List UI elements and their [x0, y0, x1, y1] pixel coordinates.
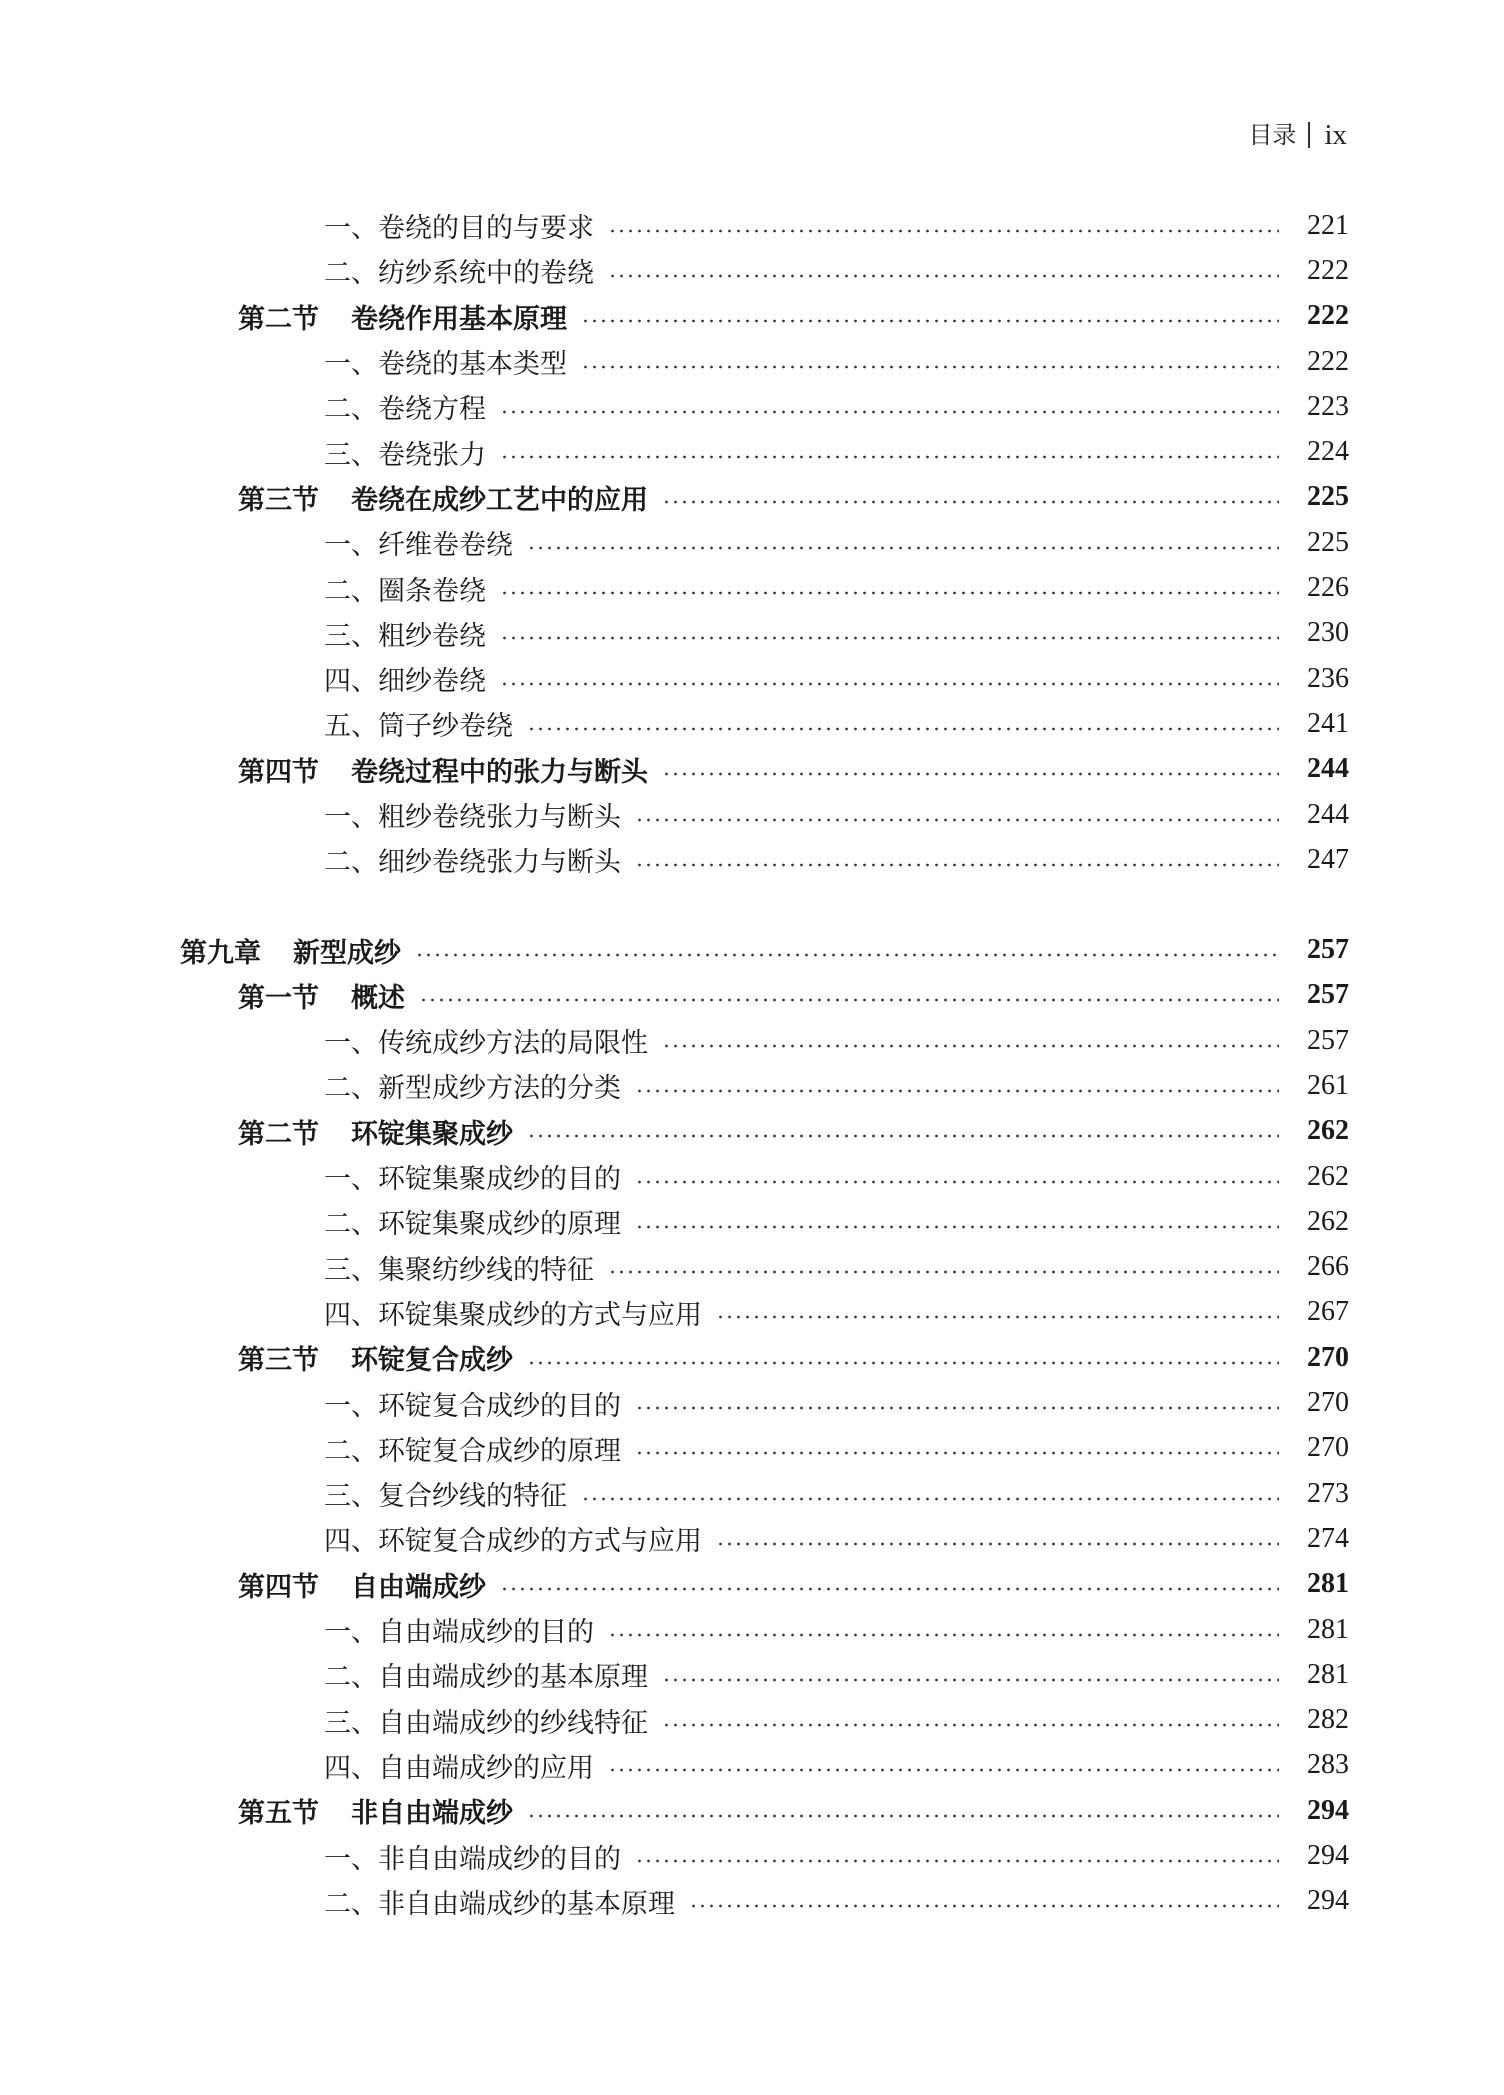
- toc-entry-page-number: 281: [1307, 1658, 1349, 1690]
- toc-entry-label: 第九章: [180, 937, 261, 969]
- dot-leader: [500, 1587, 1279, 1591]
- toc-entry-text: 一、卷绕的目的与要求: [324, 213, 594, 245]
- toc-entry-page-number: 282: [1307, 1704, 1349, 1736]
- toc-subsection-entry[interactable]: [324, 792, 1349, 837]
- toc-subsection-entry[interactable]: [324, 656, 1349, 701]
- dot-leader: [415, 953, 1279, 957]
- toc-entry-title: [324, 251, 608, 290]
- toc-entry-label: 第二节: [238, 303, 319, 335]
- toc-entry-title: [324, 1655, 662, 1694]
- toc-entry-page-number: 247: [1307, 843, 1349, 875]
- toc-entry-page-number: 222: [1307, 345, 1349, 377]
- chapter-spacer: [0, 882, 1504, 927]
- dot-leader: [527, 1361, 1279, 1365]
- toc-subsection-entry[interactable]: [324, 1833, 1349, 1878]
- toc-entry-page-number: 221: [1307, 209, 1349, 241]
- toc-subsection-entry[interactable]: [324, 1426, 1349, 1471]
- dot-leader: [662, 1044, 1279, 1048]
- toc-entry-page-number: 257: [1307, 979, 1349, 1011]
- dot-leader: [716, 1315, 1279, 1319]
- dot-leader: [527, 546, 1279, 550]
- toc-entry-label: 第三节: [238, 484, 319, 516]
- dot-leader: [500, 410, 1279, 414]
- toc-section-entry[interactable]: [238, 1562, 1349, 1607]
- toc-entry-page-number: 223: [1307, 390, 1349, 422]
- dot-leader: [635, 863, 1279, 867]
- toc-subsection-entry[interactable]: [324, 339, 1349, 384]
- toc-entry-page-number: 294: [1307, 1885, 1349, 1917]
- dot-leader: [635, 1451, 1279, 1455]
- toc-entry-page-number: 262: [1307, 1115, 1349, 1147]
- dot-leader: [635, 1225, 1279, 1229]
- toc-chapter-entry[interactable]: [180, 927, 1349, 972]
- toc-entry-page-number: 236: [1307, 662, 1349, 694]
- dot-leader: [662, 772, 1279, 776]
- dot-leader: [527, 1134, 1279, 1138]
- toc-entry-label: 第四节: [238, 756, 319, 788]
- toc-entry-title: [324, 1384, 635, 1423]
- toc-entry-text: 环锭集聚成纱: [351, 1118, 513, 1150]
- toc-entry-page-number: 274: [1307, 1522, 1349, 1554]
- toc-entry-text: 二、纺纱系统中的卷绕: [324, 258, 594, 290]
- toc-entry-text: 二、环锭复合成纱的原理: [324, 1435, 621, 1467]
- toc-entry-title: [324, 1474, 581, 1513]
- dot-leader: [500, 682, 1279, 686]
- toc-subsection-entry[interactable]: [324, 701, 1349, 746]
- toc-section-entry[interactable]: [238, 973, 1349, 1018]
- toc-subsection-entry[interactable]: [324, 1380, 1349, 1425]
- toc-entry-text: 环锭复合成纱: [351, 1345, 513, 1377]
- dot-leader: [608, 1768, 1279, 1772]
- toc-entry-page-number: 222: [1307, 300, 1349, 332]
- toc-entry-title: [324, 1066, 635, 1105]
- toc-entry-page-number: 225: [1307, 526, 1349, 558]
- toc-entry-page-number: 225: [1307, 481, 1349, 513]
- toc-entry-page-number: 266: [1307, 1251, 1349, 1283]
- toc-section-entry[interactable]: [238, 1109, 1349, 1154]
- toc-subsection-entry[interactable]: [324, 1199, 1349, 1244]
- toc-entry-title: [324, 569, 500, 608]
- toc-entry-text: 二、卷绕方程: [324, 394, 486, 426]
- toc-entry-text: 三、集聚纺纱线的特征: [324, 1254, 594, 1286]
- toc-entry-text: 自由端成纱: [351, 1571, 486, 1603]
- dot-leader: [716, 1542, 1279, 1546]
- toc-entry-text: 新型成纱: [293, 937, 401, 969]
- toc-entry-title: [238, 1338, 527, 1377]
- dot-leader: [500, 636, 1279, 640]
- dot-leader: [608, 1633, 1279, 1637]
- toc-entry-title: [324, 795, 635, 834]
- toc-entry-title: [238, 1791, 527, 1830]
- toc-subsection-entry[interactable]: [324, 1879, 1349, 1924]
- toc-entry-page-number: 262: [1307, 1160, 1349, 1192]
- dot-leader: [500, 591, 1279, 595]
- header-divider: [1308, 122, 1310, 148]
- toc-entry-title: [238, 750, 662, 789]
- toc-entry-page-number: 222: [1307, 254, 1349, 286]
- table-of-contents: [0, 203, 1504, 1924]
- header-section-title: 目录: [1248, 121, 1297, 149]
- toc-entry-label: 第五节: [238, 1798, 319, 1830]
- toc-entry-page-number: 281: [1307, 1613, 1349, 1645]
- toc-section-entry[interactable]: [238, 747, 1349, 792]
- toc-subsection-entry[interactable]: [324, 203, 1349, 248]
- toc-entry-text: 二、自由端成纱的基本原理: [324, 1662, 648, 1694]
- toc-subsection-entry[interactable]: [324, 1516, 1349, 1561]
- toc-subsection-entry[interactable]: [324, 611, 1349, 656]
- toc-entry-text: 一、纤维卷卷绕: [324, 530, 513, 562]
- toc-entry-text: 二、圈条卷绕: [324, 575, 486, 607]
- toc-subsection-entry[interactable]: [324, 1154, 1349, 1199]
- toc-entry-page-number: 270: [1307, 1432, 1349, 1464]
- toc-entry-title: [324, 1021, 662, 1060]
- toc-entry-text: 一、粗纱卷绕张力与断头: [324, 802, 621, 833]
- toc-entry-text: 二、细纱卷绕张力与断头: [324, 847, 621, 879]
- toc-entry-title: [238, 478, 662, 517]
- toc-entry-text: 一、卷绕的基本类型: [324, 349, 567, 381]
- dot-leader: [635, 1406, 1279, 1410]
- toc-entry-page-number: 294: [1307, 1840, 1349, 1872]
- toc-entry-title: [324, 523, 527, 562]
- toc-entry-title: [238, 297, 581, 336]
- toc-section-entry[interactable]: [238, 294, 1349, 339]
- toc-entry-page-number: 241: [1307, 707, 1349, 739]
- toc-subsection-entry[interactable]: [324, 1290, 1349, 1335]
- toc-entry-title: [238, 1112, 527, 1151]
- dot-leader: [635, 1859, 1279, 1863]
- toc-entry-text: 一、自由端成纱的目的: [324, 1617, 594, 1649]
- toc-entry-title: [180, 931, 415, 970]
- dot-leader: [581, 1497, 1279, 1501]
- toc-entry-label: 第二节: [238, 1118, 319, 1150]
- toc-entry-title: [324, 840, 635, 879]
- toc-subsection-entry[interactable]: [324, 520, 1349, 565]
- toc-section-entry[interactable]: [238, 1335, 1349, 1380]
- toc-entry-title: [324, 1202, 635, 1241]
- toc-entry-title: [324, 1701, 662, 1740]
- toc-entry-text: 五、筒子纱卷绕: [324, 711, 513, 743]
- dot-leader: [419, 998, 1279, 1002]
- toc-entry-text: 卷绕作用基本原理: [351, 303, 567, 335]
- toc-entry-page-number: 224: [1307, 436, 1349, 468]
- toc-entry-text: 概述: [351, 982, 405, 1014]
- toc-entry-text: 二、新型成纱方法的分类: [324, 1073, 621, 1105]
- toc-entry-title: [324, 1157, 635, 1196]
- toc-entry-page-number: 262: [1307, 1205, 1349, 1237]
- toc-entry-text: 四、自由端成纱的应用: [324, 1752, 594, 1784]
- toc-subsection-entry[interactable]: [324, 429, 1349, 474]
- toc-entry-title: [324, 1293, 716, 1332]
- toc-entry-title: [238, 1565, 500, 1604]
- dot-leader: [608, 1270, 1279, 1274]
- dot-leader: [608, 274, 1279, 278]
- toc-entry-text: 二、非自由端成纱的基本原理: [324, 1888, 675, 1920]
- toc-entry-title: [324, 433, 500, 472]
- dot-leader: [689, 1904, 1279, 1908]
- toc-subsection-entry[interactable]: [324, 248, 1349, 293]
- toc-entry-page-number: 281: [1307, 1568, 1349, 1600]
- toc-subsection-entry[interactable]: [324, 1018, 1349, 1063]
- toc-entry-title: [324, 1882, 689, 1921]
- toc-section-entry[interactable]: [238, 1788, 1349, 1833]
- toc-entry-text: 一、环锭集聚成纱的目的: [324, 1164, 621, 1196]
- dot-leader: [581, 319, 1279, 323]
- toc-entry-text: 一、环锭复合成纱的目的: [324, 1390, 621, 1422]
- running-header: [1248, 118, 1347, 152]
- toc-entry-text: 四、环锭复合成纱的方式与应用: [324, 1526, 702, 1558]
- toc-entry-page-number: 226: [1307, 572, 1349, 604]
- dot-leader: [500, 455, 1279, 459]
- dot-leader: [527, 727, 1279, 731]
- toc-entry-text: 三、自由端成纱的纱线特征: [324, 1707, 648, 1739]
- toc-entry-text: 一、非自由端成纱的目的: [324, 1843, 621, 1875]
- toc-entry-title: [324, 1837, 635, 1876]
- toc-section-entry[interactable]: [238, 475, 1349, 520]
- toc-subsection-entry[interactable]: [324, 1607, 1349, 1652]
- toc-entry-title: [324, 387, 500, 426]
- toc-entry-page-number: 270: [1307, 1341, 1349, 1373]
- toc-subsection-entry[interactable]: [324, 1652, 1349, 1697]
- toc-entry-page-number: 230: [1307, 617, 1349, 649]
- toc-entry-title: [238, 976, 419, 1015]
- toc-entry-text: 四、环锭集聚成纱的方式与应用: [324, 1299, 702, 1331]
- dot-leader: [635, 1089, 1279, 1093]
- toc-subsection-entry[interactable]: [324, 1471, 1349, 1516]
- toc-subsection-entry[interactable]: [324, 565, 1349, 610]
- toc-entry-text: 三、粗纱卷绕: [324, 620, 486, 652]
- toc-entry-title: [324, 206, 608, 245]
- toc-entry-text: 三、卷绕张力: [324, 439, 486, 471]
- toc-subsection-entry[interactable]: [324, 1063, 1349, 1108]
- toc-entry-page-number: 294: [1307, 1794, 1349, 1826]
- dot-leader: [527, 1814, 1279, 1818]
- toc-entry-text: 一、传统成纱方法的局限性: [324, 1028, 648, 1060]
- toc-subsection-entry[interactable]: [324, 384, 1349, 429]
- toc-subsection-entry[interactable]: [324, 837, 1349, 882]
- dot-leader: [581, 365, 1279, 369]
- toc-entry-page-number: 283: [1307, 1749, 1349, 1781]
- toc-entry-text: 卷绕在成纱工艺中的应用: [351, 484, 648, 516]
- toc-entry-title: [324, 659, 500, 698]
- toc-entry-title: [324, 342, 581, 381]
- toc-entry-page-number: 270: [1307, 1387, 1349, 1419]
- toc-entry-title: [324, 1519, 716, 1558]
- toc-entry-page-number: 267: [1307, 1296, 1349, 1328]
- toc-entry-title: [324, 704, 527, 743]
- toc-entry-page-number: 244: [1307, 798, 1349, 830]
- toc-entry-page-number: 261: [1307, 1069, 1349, 1101]
- dot-leader: [662, 1723, 1279, 1727]
- toc-entry-page-number: 273: [1307, 1477, 1349, 1509]
- toc-entry-text: 二、环锭集聚成纱的原理: [324, 1209, 621, 1241]
- toc-entry-title: [324, 1746, 608, 1785]
- toc-entry-label: 第四节: [238, 1571, 319, 1603]
- toc-entry-text: 三、复合纱线的特征: [324, 1481, 567, 1513]
- toc-subsection-entry[interactable]: [324, 1698, 1349, 1743]
- toc-entry-text: 四、细纱卷绕: [324, 666, 486, 698]
- toc-entry-label: 第一节: [238, 982, 319, 1014]
- toc-entry-title: [324, 1610, 608, 1649]
- dot-leader: [608, 229, 1279, 233]
- toc-entry-page-number: 244: [1307, 753, 1349, 785]
- toc-subsection-entry[interactable]: [324, 1245, 1349, 1290]
- toc-entry-page-number: 257: [1307, 1024, 1349, 1056]
- toc-entry-label: 第三节: [238, 1345, 319, 1377]
- toc-entry-title: [324, 614, 500, 653]
- header-page-number: ix: [1324, 119, 1347, 151]
- dot-leader: [635, 1180, 1279, 1184]
- dot-leader: [662, 1678, 1279, 1682]
- toc-entry-text: 非自由端成纱: [351, 1798, 513, 1830]
- toc-entry-text: 卷绕过程中的张力与断头: [351, 756, 648, 788]
- dot-leader: [635, 818, 1279, 822]
- toc-entry-title: [324, 1248, 608, 1287]
- toc-entry-page-number: 257: [1307, 934, 1349, 966]
- toc-subsection-entry[interactable]: [324, 1743, 1349, 1788]
- toc-entry-title: [324, 1429, 635, 1468]
- dot-leader: [662, 500, 1279, 504]
